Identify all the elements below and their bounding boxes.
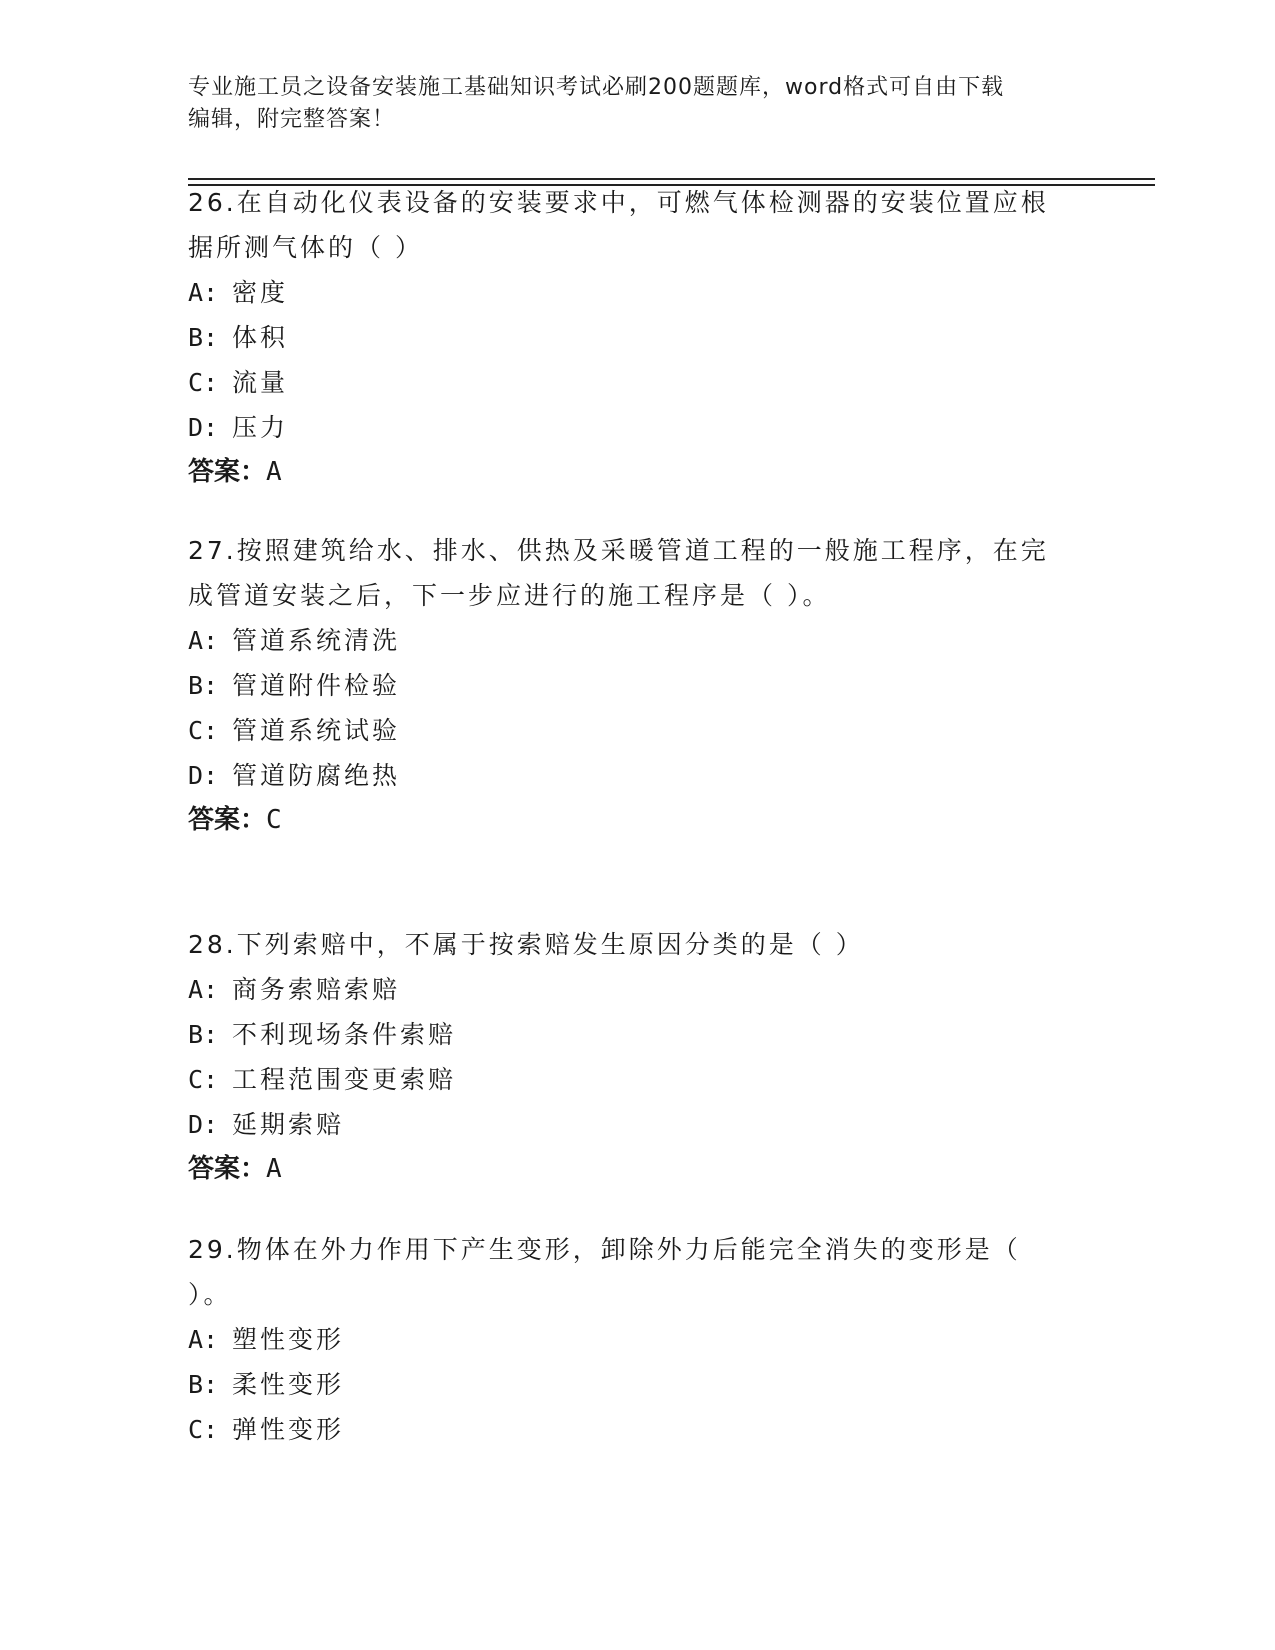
option-letter: C: [188, 1065, 219, 1094]
option-letter: D: [188, 1110, 219, 1139]
option-text: 管道系统试验 [232, 716, 401, 745]
option-letter: C: [188, 368, 219, 397]
answer-line [188, 798, 1088, 843]
answer-label: 答案： [188, 805, 267, 835]
header-title-line-1: 专业施工员之设备安装施工基础知识考试必刷200题题库，word格式可自由下载 [188, 75, 1005, 100]
option-text: 流量 [232, 368, 289, 397]
question-stem [188, 528, 1088, 618]
option-letter: B: [188, 323, 219, 352]
option-text: 不利现场条件索赔 [232, 1020, 457, 1049]
option-text: 密度 [232, 278, 289, 307]
document-header [188, 72, 1088, 136]
option-a [188, 270, 1088, 315]
answer-value: A [266, 1154, 282, 1184]
option-text: 延期索赔 [232, 1110, 345, 1139]
option-text: 体积 [232, 323, 289, 352]
option-letter: A: [188, 278, 219, 307]
answer-value: C [266, 805, 282, 835]
option-text: 商务索赔索赔 [232, 975, 401, 1004]
option-c [188, 1407, 1088, 1452]
option-text: 工程范围变更索赔 [232, 1065, 457, 1094]
question-stem-line-1: 28.下列索赔中，不属于按索赔发生原因分类的是（ ） [188, 930, 864, 959]
option-letter: A: [188, 1325, 219, 1354]
option-letter: A: [188, 975, 219, 1004]
option-text: 弹性变形 [232, 1415, 345, 1444]
question-stem-line-1: 26.在自动化仪表设备的安装要求中，可燃气体检测器的安装位置应根 [188, 188, 1049, 217]
option-text: 压力 [232, 413, 289, 442]
option-b [188, 663, 1088, 708]
answer-value: A [266, 457, 282, 487]
option-text: 管道防腐绝热 [232, 761, 401, 790]
question-stem-line-2: 成管道安装之后，下一步应进行的施工程序是（ ）。 [188, 581, 831, 610]
option-b [188, 1012, 1088, 1057]
option-b [188, 315, 1088, 360]
option-c [188, 1057, 1088, 1102]
question-27 [188, 528, 1088, 843]
question-29 [188, 1227, 1088, 1452]
answer-label: 答案： [188, 457, 267, 487]
option-text: 塑性变形 [232, 1325, 345, 1354]
option-c [188, 360, 1088, 405]
question-stem-line-1: 29.物体在外力作用下产生变形，卸除外力后能完全消失的变形是（ [188, 1235, 1021, 1264]
option-d [188, 753, 1088, 798]
option-text: 管道系统清洗 [232, 626, 401, 655]
option-a [188, 1317, 1088, 1362]
option-letter: D: [188, 413, 219, 442]
option-letter: D: [188, 761, 219, 790]
option-b [188, 1362, 1088, 1407]
option-c [188, 708, 1088, 753]
answer-line [188, 450, 1088, 495]
question-stem-line-2: 据所测气体的（ ） [188, 233, 423, 262]
option-letter: B: [188, 1370, 219, 1399]
option-text: 柔性变形 [232, 1370, 345, 1399]
option-text: 管道附件检验 [232, 671, 401, 700]
option-a [188, 967, 1088, 1012]
question-28 [188, 922, 1088, 1192]
question-stem [188, 1227, 1088, 1317]
header-title-line-2: 编辑，附完整答案！ [188, 107, 396, 132]
option-letter: A: [188, 626, 219, 655]
question-stem-line-1: 27.按照建筑给水、排水、供热及采暖管道工程的一般施工程序，在完 [188, 536, 1049, 565]
question-stem-line-2: ）。 [188, 1280, 232, 1309]
option-letter: C: [188, 716, 219, 745]
option-d [188, 1102, 1088, 1147]
option-d [188, 405, 1088, 450]
question-stem [188, 180, 1088, 270]
answer-label: 答案： [188, 1154, 267, 1184]
option-letter: C: [188, 1415, 219, 1444]
option-a [188, 618, 1088, 663]
option-letter: B: [188, 1020, 219, 1049]
answer-line [188, 1147, 1088, 1192]
question-stem [188, 922, 1088, 967]
question-26 [188, 180, 1088, 495]
option-letter: B: [188, 671, 219, 700]
